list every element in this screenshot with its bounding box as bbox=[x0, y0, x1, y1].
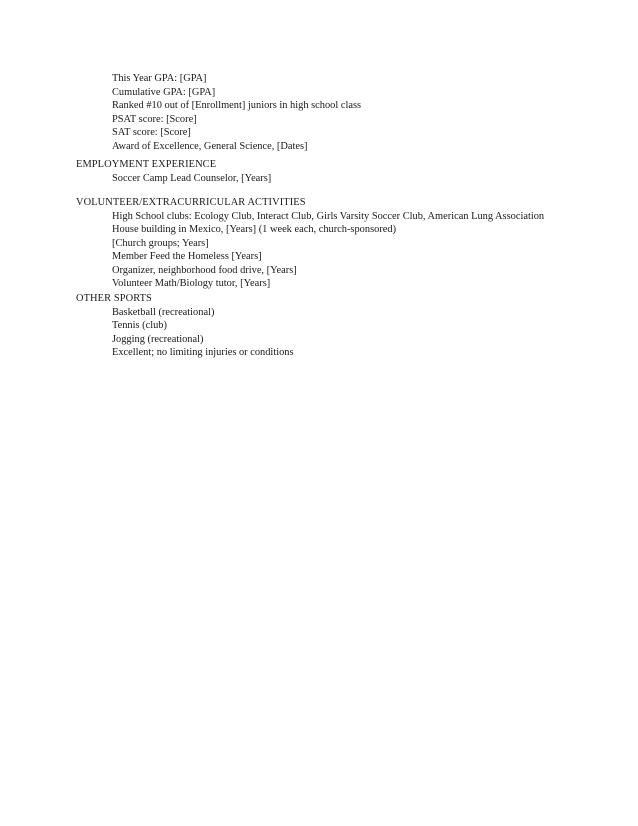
volunteer-item-clubs: High School clubs: Ecology Club, Interact Club, Girls Varsity Soccer Club, American Lung Association bbox=[112, 210, 545, 222]
volunteer-item-house-building: House building in Mexico, [Years] (1 week each, church-sponsored) bbox=[112, 224, 397, 235]
volunteer-heading: VOLUNTEER/EXTRACURRICULAR ACTIVITIES bbox=[76, 197, 306, 208]
employment-heading: EMPLOYMENT EXPERIENCE bbox=[76, 159, 217, 170]
academics-item-award: Award of Excellence, General Science, [Dates] bbox=[112, 140, 308, 152]
employment-section bbox=[76, 158, 616, 185]
academics-section bbox=[76, 72, 616, 153]
employment-item-counselor: Soccer Camp Lead Counselor, [Years] bbox=[112, 172, 272, 184]
sports-heading: OTHER SPORTS bbox=[76, 293, 152, 304]
volunteer-item-tutor: Volunteer Math/Biology tutor, [Years] bbox=[112, 278, 271, 289]
academics-item-this-year-gpa: This Year GPA: [GPA] bbox=[112, 73, 207, 84]
volunteer-item-feed-homeless: Member Feed the Homeless [Years] bbox=[112, 251, 262, 262]
sports-item-basketball: Basketball (recreational) bbox=[112, 306, 215, 318]
academics-item-cumulative-gpa: Cumulative GPA: [GPA] bbox=[112, 86, 216, 98]
sports-section bbox=[76, 292, 616, 360]
academics-item-class-rank: Ranked #10 out of [Enrollment] juniors in high school class bbox=[112, 100, 362, 111]
volunteer-item-church-groups: [Church groups; Years] bbox=[112, 237, 209, 249]
sports-item-health: Excellent; no limiting injuries or conditions bbox=[112, 347, 294, 358]
academics-item-psat-score: PSAT score: [Score] bbox=[112, 113, 197, 125]
sports-item-jogging: Jogging (recreational) bbox=[112, 333, 204, 345]
volunteer-item-food-drive: Organizer, neighborhood food drive, [Years] bbox=[112, 264, 297, 276]
academics-item-sat-score: SAT score: [Score] bbox=[112, 127, 191, 138]
sports-item-tennis: Tennis (club) bbox=[112, 320, 167, 331]
volunteer-section bbox=[76, 196, 616, 291]
